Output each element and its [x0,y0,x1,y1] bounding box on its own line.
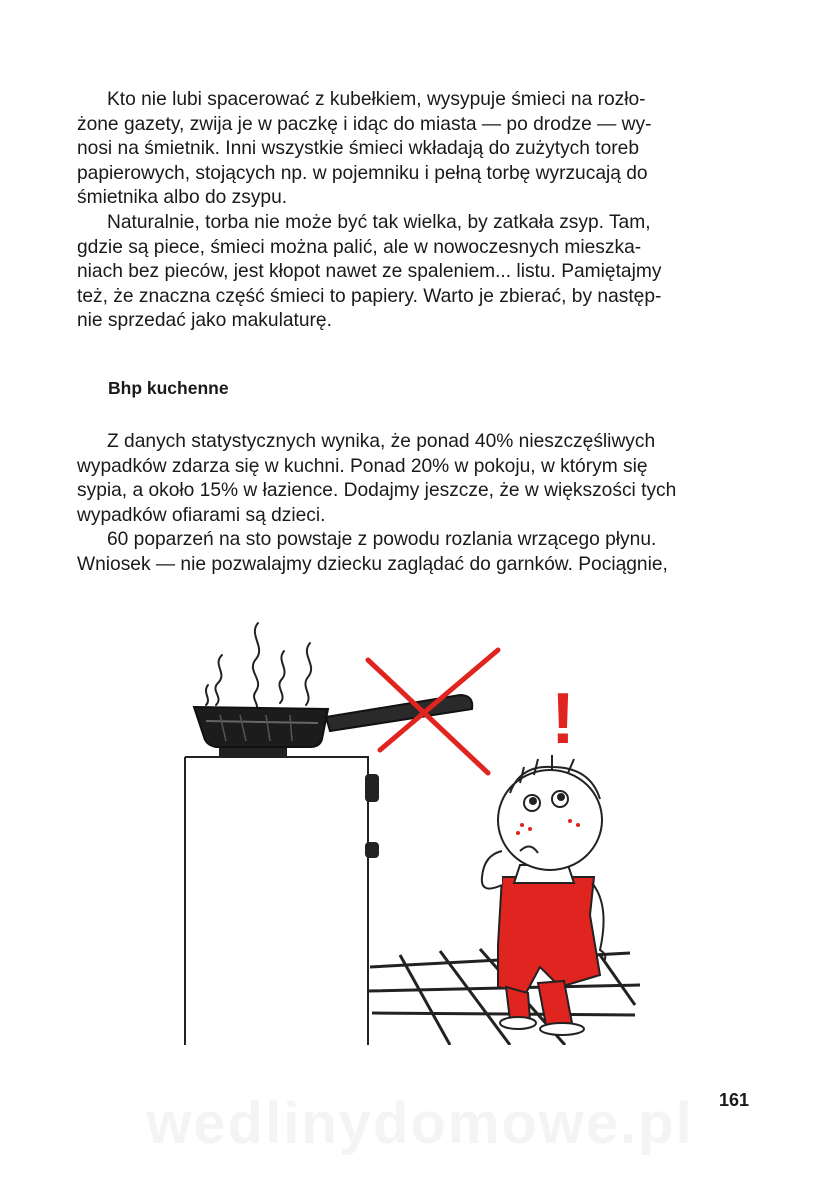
text-line: nosi na śmietnik. Inni wszystkie śmieci wkładają do zużytych toreb [77,138,639,160]
svg-text:!: ! [551,679,575,759]
paragraph-1 [77,88,753,211]
text-line: gdzie są piece, śmieci można palić, ale w nowoczesnych mieszka- [77,236,642,258]
stove-icon [185,743,378,1045]
watermark: wedlinydomowe.pl [146,1091,694,1156]
text-line: Kto nie lubi spacerować z kubełkiem, wysypuje śmieci na rozło- [107,89,646,110]
text-line: 60 poparzeń na sto powstaje z powodu rozlania wrzącego płynu. [107,529,657,550]
kitchen-safety-illustration [180,615,650,1045]
child-figure-icon [482,755,606,1035]
text-line: śmietnika albo do zsypu. [77,187,288,209]
text-line: papierowych, stojących np. w pojemniku i pełną torbę wyrzucają do [77,162,648,184]
section-heading: Bhp kuchenne [108,378,229,398]
text-line: Wniosek — nie pozwalajmy dziecku zaglądać do garnków. Pociągnie, [77,553,668,575]
exclamation-icon [551,679,575,759]
text-line: nie sprzedać jako makulaturę. [77,310,332,332]
text-line: żone gazety, zwija je w paczkę i idąc do miasta — po drodze — wy- [77,113,652,135]
text-line: też, że znaczna część śmieci to papiery. Warto je zbierać, by następ- [77,285,662,307]
page-number: 161 [719,1090,750,1110]
text-line: wypadków ofiarami są dzieci. [77,504,326,526]
text-line: sypia, a około 15% w łazience. Dodajmy jeszcze, że w większości tych [77,480,677,502]
text-line: Naturalnie, torba nie może być tak wielka, by zatkała zsyp. Tam, [107,212,651,233]
text-line: wypadków zdarza się w kuchni. Ponad 20% w pokoju, w którym się [77,455,648,477]
paragraph-3 [77,430,753,528]
paragraph-2 [77,211,753,334]
text-line: Z danych statystycznych wynika, że ponad 40% nieszczęśliwych [107,431,656,452]
paragraph-4 [77,528,753,577]
text-line: niach bez pieców, jest kłopot nawet ze spaleniem... listu. Pamiętajmy [77,261,662,283]
steam-icon [206,623,311,711]
